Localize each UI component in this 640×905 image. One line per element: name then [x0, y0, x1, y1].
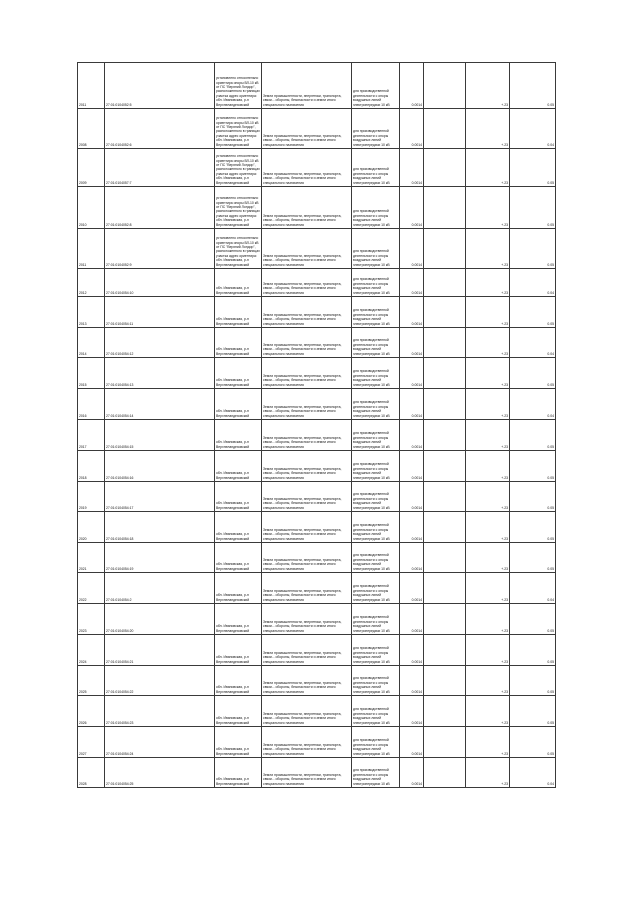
land-category: Земли промышленности, энергетики, транспорта, связи... обороны, безопасности и земли иного специального назначения — [262, 187, 352, 229]
rate-value: +.23 — [466, 604, 510, 635]
row-number: 2010 — [78, 187, 105, 229]
location-description: обл. Ивановская, р-н Верхнеландеховский — [215, 543, 262, 573]
permitted-use: для производственной деятельности с опоры воздушных линий электропередачи 10 кВ — [352, 328, 400, 358]
land-category: Земли промышленности, энергетики, транспорта, связи... обороны, безопасности и земли иного специального назначения — [262, 297, 352, 328]
permitted-use: для производственной деятельности с опоры воздушных линий электропередачи 10 кВ — [352, 512, 400, 543]
empty-cell — [424, 420, 466, 451]
amount-value: 0.05 — [510, 666, 556, 696]
empty-cell — [424, 63, 466, 109]
permitted-use: для производственной деятельности с опоры воздушных линий электропередачи 10 кВ — [352, 635, 400, 666]
location-description: обл. Ивановская, р-н Верхнеландеховский — [215, 297, 262, 328]
row-number: 2008 — [78, 109, 105, 149]
document-sheet — [77, 62, 555, 852]
amount-value: 0.05 — [510, 635, 556, 666]
area-value: 0.0014 — [400, 297, 424, 328]
cadastral-number: 27:01:0104054:15 — [105, 420, 215, 451]
cadastral-number: 27:01:0104054:19 — [105, 543, 215, 573]
permitted-use: для производственной деятельности с опоры воздушных линий электропередачи 10 кВ — [352, 229, 400, 269]
empty-cell — [424, 666, 466, 696]
table-row — [78, 758, 556, 788]
amount-value: 0.05 — [510, 543, 556, 573]
location-description: обл. Ивановская, р-н Верхнеландеховский — [215, 666, 262, 696]
land-category: Земли промышленности, энергетики, транспорта, связи... обороны, безопасности и земли иного специального назначения — [262, 512, 352, 543]
cadastral-number: 27:01:0104054:21 — [105, 635, 215, 666]
area-value: 0.0014 — [400, 328, 424, 358]
land-category: Земли промышленности, энергетики, транспорта, связи... обороны, безопасности и земли иного специального назначения — [262, 758, 352, 788]
rate-value: +.23 — [466, 635, 510, 666]
table-row — [78, 573, 556, 604]
area-value: 0.0014 — [400, 420, 424, 451]
cadastral-number: 27:01:0104054:16 — [105, 451, 215, 482]
empty-cell — [424, 512, 466, 543]
row-number: 2011 — [78, 63, 105, 109]
table-row — [78, 727, 556, 758]
rate-value: +.23 — [466, 297, 510, 328]
amount-value: 0.05 — [510, 229, 556, 269]
amount-value: 0.05 — [510, 149, 556, 187]
cadastral-number: 27:01:0104054:17 — [105, 482, 215, 512]
rate-value: +.23 — [466, 666, 510, 696]
empty-cell — [424, 482, 466, 512]
cadastral-number: 27:01:0104057:7 — [105, 149, 215, 187]
rate-value: +.23 — [466, 696, 510, 727]
area-value: 0.0014 — [400, 389, 424, 420]
cadastral-number: 27:01:0104054:24 — [105, 727, 215, 758]
row-number: 2013 — [78, 297, 105, 328]
empty-cell — [424, 635, 466, 666]
rate-value: +.23 — [466, 482, 510, 512]
permitted-use: для производственной деятельности с опоры воздушных линий электропередачи 10 кВ — [352, 109, 400, 149]
table-row — [78, 389, 556, 420]
location-description: обл. Ивановская, р-н Верхнеландеховский — [215, 358, 262, 389]
area-value: 0.0014 — [400, 512, 424, 543]
cadastral-number: 27:01:0104052:6 — [105, 109, 215, 149]
cadastral-number: 27:01:0104052:9 — [105, 229, 215, 269]
row-number: 2025 — [78, 666, 105, 696]
area-value: 0.0014 — [400, 358, 424, 389]
amount-value: 0.05 — [510, 696, 556, 727]
empty-cell — [424, 229, 466, 269]
amount-value: 0.04 — [510, 328, 556, 358]
area-value: 0.0014 — [400, 758, 424, 788]
cadastral-number: 27:01:0104054:10 — [105, 269, 215, 297]
land-category: Земли промышленности, энергетики, транспорта, связи... обороны, безопасности и земли иного специального назначения — [262, 269, 352, 297]
location-description: обл. Ивановская, р-н Верхнеландеховский — [215, 420, 262, 451]
land-category: Земли промышленности, энергетики, транспорта, связи... обороны, безопасности и земли иного специального назначения — [262, 604, 352, 635]
amount-value: 0.05 — [510, 727, 556, 758]
permitted-use: для производственной деятельности с опоры воздушных линий электропередачи 10 кВ — [352, 420, 400, 451]
row-number: 2026 — [78, 696, 105, 727]
table-row — [78, 635, 556, 666]
table-row — [78, 63, 556, 109]
row-number: 2011 — [78, 229, 105, 269]
empty-cell — [424, 758, 466, 788]
area-value: 0.0014 — [400, 187, 424, 229]
empty-cell — [424, 297, 466, 328]
empty-cell — [424, 358, 466, 389]
land-category: Земли промышленности, энергетики, транспорта, связи... обороны, безопасности и земли иного специального назначения — [262, 420, 352, 451]
rate-value: +.23 — [466, 543, 510, 573]
empty-cell — [424, 573, 466, 604]
empty-cell — [424, 109, 466, 149]
amount-value: 0.04 — [510, 758, 556, 788]
permitted-use: для производственной деятельности с опоры воздушных линий электропередачи 10 кВ — [352, 389, 400, 420]
permitted-use: для производственной деятельности с опоры воздушных линий электропередачи 10 кВ — [352, 451, 400, 482]
rate-value: +.23 — [466, 727, 510, 758]
amount-value: 0.05 — [510, 451, 556, 482]
empty-cell — [424, 604, 466, 635]
empty-cell — [424, 696, 466, 727]
location-description: установлено относительно ориентира опоры ВЛ-10 кВ от ПС "Верхний Лондор", расположенного в границах участка адрес ориентира: обл. Ивановская, р-н Верхнеландеховский — [215, 63, 262, 109]
rate-value: +.23 — [466, 187, 510, 229]
location-description: установлено относительно ориентира опоры ВЛ-10 кВ от ПС "Верхний Лондор", расположенного в границах участка адрес ориентира: обл. Ивановская, р-н Верхнеландеховский — [215, 229, 262, 269]
row-number: 2021 — [78, 543, 105, 573]
cadastral-number: 27:01:0104054:13 — [105, 358, 215, 389]
empty-cell — [424, 727, 466, 758]
area-value: 0.0014 — [400, 696, 424, 727]
rate-value: +.23 — [466, 358, 510, 389]
land-category: Земли промышленности, энергетики, транспорта, связи... обороны, безопасности и земли иного специального назначения — [262, 451, 352, 482]
permitted-use: для производственной деятельности с опоры воздушных линий электропередачи 10 кВ — [352, 187, 400, 229]
location-description: установлено относительно ориентира опоры ВЛ-10 кВ от ПС "Верхний Лондор", расположенного в границах участка адрес ориентира: обл. Ивановская, р-н Верхнеландеховский — [215, 149, 262, 187]
cadastral-number: 27:01:0104054:25 — [105, 758, 215, 788]
table-body — [78, 63, 556, 788]
row-number: 2014 — [78, 328, 105, 358]
amount-value: 0.05 — [510, 512, 556, 543]
permitted-use: для производственной деятельности с опоры воздушных линий электропередачи 10 кВ — [352, 573, 400, 604]
rate-value: +.23 — [466, 420, 510, 451]
cadastral-number: 27:01:0104052:8 — [105, 187, 215, 229]
land-category: Земли промышленности, энергетики, транспорта, связи... обороны, безопасности и земли иного специального назначения — [262, 573, 352, 604]
table-row — [78, 109, 556, 149]
location-description: обл. Ивановская, р-н Верхнеландеховский — [215, 696, 262, 727]
cadastral-number: 27:01:0104054:23 — [105, 696, 215, 727]
permitted-use: для производственной деятельности с опоры воздушных линий электропередачи 10 кВ — [352, 358, 400, 389]
row-number: 2018 — [78, 451, 105, 482]
location-description: обл. Ивановская, р-н Верхнеландеховский — [215, 389, 262, 420]
table-row — [78, 297, 556, 328]
land-category: Земли промышленности, энергетики, транспорта, связи... обороны, безопасности и земли иного специального назначения — [262, 635, 352, 666]
rate-value: +.23 — [466, 63, 510, 109]
amount-value: 0.04 — [510, 389, 556, 420]
area-value: 0.0014 — [400, 666, 424, 696]
area-value: 0.0014 — [400, 482, 424, 512]
location-description: обл. Ивановская, р-н Верхнеландеховский — [215, 758, 262, 788]
row-number: 2023 — [78, 604, 105, 635]
land-category: Земли промышленности, энергетики, транспорта, связи... обороны, безопасности и земли иного специального назначения — [262, 666, 352, 696]
permitted-use: для производственной деятельности с опоры воздушных линий электропередачи 10 кВ — [352, 666, 400, 696]
amount-value: 0.05 — [510, 63, 556, 109]
table-row — [78, 543, 556, 573]
rate-value: +.23 — [466, 389, 510, 420]
empty-cell — [424, 269, 466, 297]
cadastral-number: 27:01:0104054:12 — [105, 328, 215, 358]
table-row — [78, 604, 556, 635]
land-category: Земли промышленности, энергетики, транспорта, связи... обороны, безопасности и земли иного специального назначения — [262, 149, 352, 187]
row-number: 2016 — [78, 389, 105, 420]
permitted-use: для производственной деятельности с опоры воздушных линий электропередачи 10 кВ — [352, 63, 400, 109]
area-value: 0.0014 — [400, 109, 424, 149]
cadastral-number: 27:01:0104054:22 — [105, 666, 215, 696]
amount-value: 0.05 — [510, 297, 556, 328]
row-number: 2017 — [78, 420, 105, 451]
rate-value: +.23 — [466, 109, 510, 149]
land-parcels-table — [77, 62, 556, 788]
table-row — [78, 229, 556, 269]
empty-cell — [424, 187, 466, 229]
location-description: обл. Ивановская, р-н Верхнеландеховский — [215, 604, 262, 635]
amount-value: 0.05 — [510, 604, 556, 635]
cadastral-number: 27:01:0104054:11 — [105, 297, 215, 328]
rate-value: +.23 — [466, 512, 510, 543]
land-category: Земли промышленности, энергетики, транспорта, связи... обороны, безопасности и земли иного специального назначения — [262, 727, 352, 758]
table-row — [78, 269, 556, 297]
amount-value: 0.05 — [510, 187, 556, 229]
row-number: 2024 — [78, 635, 105, 666]
location-description: обл. Ивановская, р-н Верхнеландеховский — [215, 328, 262, 358]
table-row — [78, 696, 556, 727]
area-value: 0.0014 — [400, 229, 424, 269]
land-category: Земли промышленности, энергетики, транспорта, связи... обороны, безопасности и земли иного специального назначения — [262, 328, 352, 358]
area-value: 0.0014 — [400, 635, 424, 666]
table-row — [78, 187, 556, 229]
permitted-use: для производственной деятельности с опоры воздушных линий электропередачи 10 кВ — [352, 269, 400, 297]
empty-cell — [424, 328, 466, 358]
land-category: Земли промышленности, энергетики, транспорта, связи... обороны, безопасности и земли иного специального назначения — [262, 358, 352, 389]
row-number: 2009 — [78, 149, 105, 187]
location-description: обл. Ивановская, р-н Верхнеландеховский — [215, 512, 262, 543]
empty-cell — [424, 543, 466, 573]
table-row — [78, 666, 556, 696]
rate-value: +.23 — [466, 328, 510, 358]
cadastral-number: 27:01:0104054:2 — [105, 573, 215, 604]
location-description: обл. Ивановская, р-н Верхнеландеховский — [215, 727, 262, 758]
area-value: 0.0014 — [400, 451, 424, 482]
location-description: обл. Ивановская, р-н Верхнеландеховский — [215, 269, 262, 297]
row-number: 2028 — [78, 758, 105, 788]
location-description: обл. Ивановская, р-н Верхнеландеховский — [215, 573, 262, 604]
permitted-use: для производственной деятельности с опоры воздушных линий электропередачи 10 кВ — [352, 727, 400, 758]
land-category: Земли промышленности, энергетики, транспорта, связи... обороны, безопасности и земли иного специального назначения — [262, 229, 352, 269]
cadastral-number: 27:01:0104054:20 — [105, 604, 215, 635]
land-category: Земли промышленности, энергетики, транспорта, связи... обороны, безопасности и земли иного специального назначения — [262, 63, 352, 109]
rate-value: +.23 — [466, 149, 510, 187]
table-row — [78, 482, 556, 512]
permitted-use: для производственной деятельности с опоры воздушных линий электропередачи 10 кВ — [352, 297, 400, 328]
amount-value: 0.04 — [510, 109, 556, 149]
row-number: 2020 — [78, 512, 105, 543]
location-description: установлено относительно ориентира опоры ВЛ-10 кВ от ПС "Верхний Лондор", расположенного в границах участка адрес ориентира: обл. Ивановская, р-н Верхнеландеховский — [215, 109, 262, 149]
row-number: 2022 — [78, 573, 105, 604]
land-category: Земли промышленности, энергетики, транспорта, связи... обороны, безопасности и земли иного специального назначения — [262, 389, 352, 420]
area-value: 0.0014 — [400, 573, 424, 604]
land-category: Земли промышленности, энергетики, транспорта, связи... обороны, безопасности и земли иного специального назначения — [262, 109, 352, 149]
table-row — [78, 451, 556, 482]
empty-cell — [424, 451, 466, 482]
area-value: 0.0014 — [400, 543, 424, 573]
cadastral-number: 27:01:0104054:14 — [105, 389, 215, 420]
amount-value: 0.05 — [510, 358, 556, 389]
table-row — [78, 328, 556, 358]
rate-value: +.23 — [466, 269, 510, 297]
land-category: Земли промышленности, энергетики, транспорта, связи... обороны, безопасности и земли иного специального назначения — [262, 543, 352, 573]
rate-value: +.23 — [466, 451, 510, 482]
rate-value: +.23 — [466, 573, 510, 604]
permitted-use: для производственной деятельности с опоры воздушных линий электропередачи 10 кВ — [352, 482, 400, 512]
permitted-use: для производственной деятельности с опоры воздушных линий электропередачи 10 кВ — [352, 696, 400, 727]
permitted-use: для производственной деятельности с опоры воздушных линий электропередачи 10 кВ — [352, 758, 400, 788]
table-row — [78, 420, 556, 451]
area-value: 0.0014 — [400, 604, 424, 635]
rate-value: +.23 — [466, 229, 510, 269]
permitted-use: для производственной деятельности с опоры воздушных линий электропередачи 10 кВ — [352, 543, 400, 573]
location-description: установлено относительно ориентира опоры ВЛ-10 кВ от ПС "Верхний Лондор", расположенного в границах участка адрес ориентира: обл. Ивановская, р-н Верхнеландеховский — [215, 187, 262, 229]
location-description: обл. Ивановская, р-н Верхнеландеховский — [215, 635, 262, 666]
table-row — [78, 512, 556, 543]
amount-value: 0.05 — [510, 420, 556, 451]
empty-cell — [424, 149, 466, 187]
area-value: 0.0014 — [400, 63, 424, 109]
area-value: 0.0014 — [400, 149, 424, 187]
empty-cell — [424, 389, 466, 420]
land-category: Земли промышленности, энергетики, транспорта, связи... обороны, безопасности и земли иного специального назначения — [262, 696, 352, 727]
table-row — [78, 358, 556, 389]
row-number: 2012 — [78, 269, 105, 297]
permitted-use: для производственной деятельности с опоры воздушных линий электропередачи 10 кВ — [352, 604, 400, 635]
row-number: 2019 — [78, 482, 105, 512]
area-value: 0.0014 — [400, 269, 424, 297]
land-category: Земли промышленности, энергетики, транспорта, связи... обороны, безопасности и земли иного специального назначения — [262, 482, 352, 512]
amount-value: 0.04 — [510, 573, 556, 604]
rate-value: +.23 — [466, 758, 510, 788]
amount-value: 0.05 — [510, 482, 556, 512]
permitted-use: для производственной деятельности с опоры воздушных линий электропередачи 10 кВ — [352, 149, 400, 187]
table-row — [78, 149, 556, 187]
area-value: 0.0014 — [400, 727, 424, 758]
location-description: обл. Ивановская, р-н Верхнеландеховский — [215, 451, 262, 482]
row-number: 2027 — [78, 727, 105, 758]
cadastral-number: 27:01:0104054:18 — [105, 512, 215, 543]
amount-value: 0.04 — [510, 269, 556, 297]
row-number: 2015 — [78, 358, 105, 389]
cadastral-number: 27:01:0104052:5 — [105, 63, 215, 109]
location-description: обл. Ивановская, р-н Верхнеландеховский — [215, 482, 262, 512]
